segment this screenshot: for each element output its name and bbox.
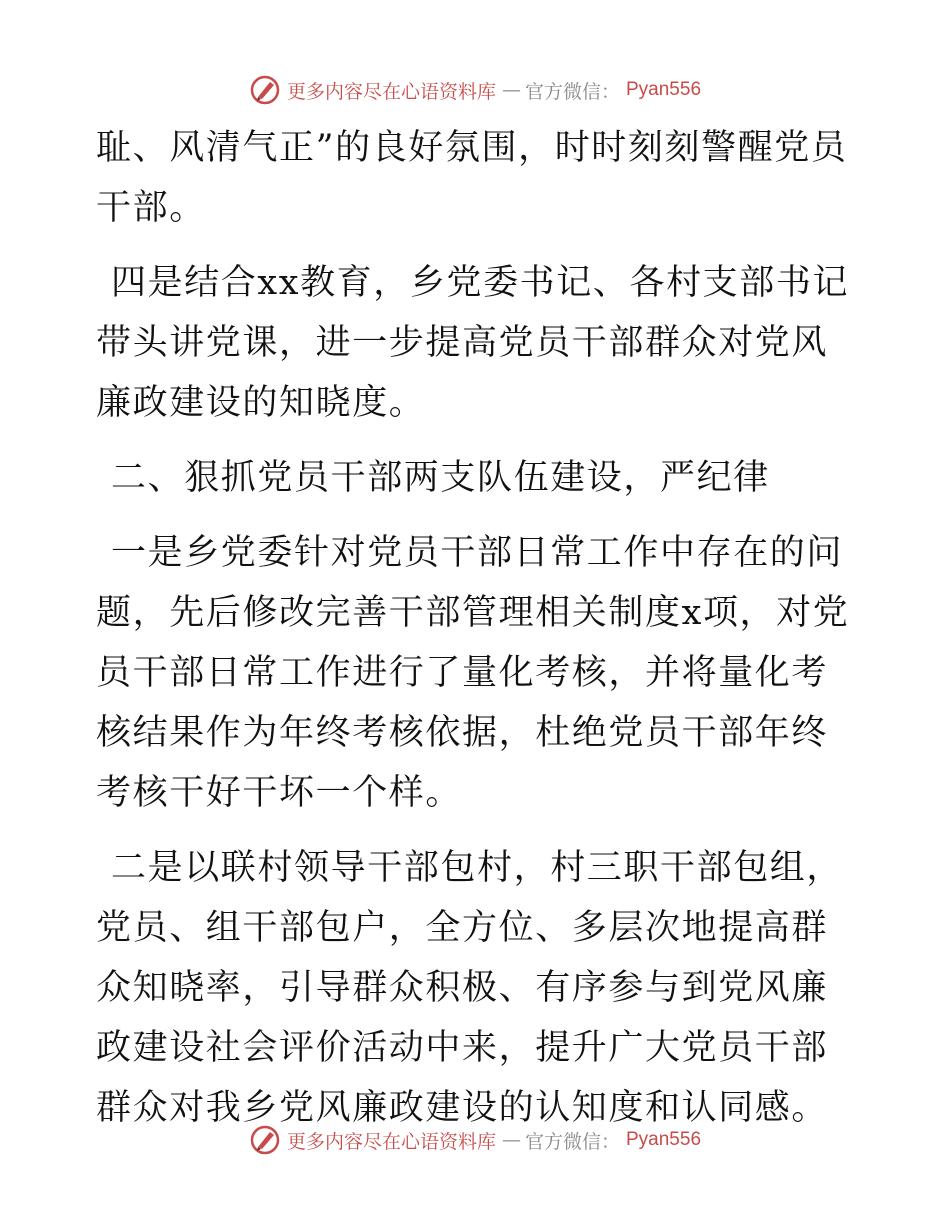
watermark-wechat-id: Pyan556 xyxy=(626,79,702,100)
paragraph-continuation: 耻、风清气正”的良好氛围，时时刻刻警醒党员干部。 xyxy=(96,128,848,228)
document-body xyxy=(96,118,856,1138)
watermark-wechat-id: Pyan556 xyxy=(626,1129,702,1150)
paragraph-item-two: 二是以联村领导干部包村，村三职干部包组，党员、组干部包户，全方位、多层次地提高群众知晓率，引导群众积极、有序参与到党风廉政建设社会评价活动中来，提升广大党员干部群众对我乡党风廉政建设的认知度和认同感。 xyxy=(96,848,844,1128)
watermark-separator: — xyxy=(501,79,519,101)
paragraph-item-four: 四是结合xx教育，乡党委书记、各村支部书记带头讲党课，进一步提高党员干部群众对党风廉政建设的知晓度。 xyxy=(96,263,850,423)
pen-logo-icon xyxy=(249,74,281,106)
pen-logo-icon xyxy=(249,1124,281,1156)
header-watermark xyxy=(0,74,950,106)
watermark-main-text: 更多内容尽在心语资料库 xyxy=(286,1130,496,1153)
watermark-main-text: 更多内容尽在心语资料库 xyxy=(286,80,496,103)
watermark-wechat-label: 官方微信： xyxy=(524,80,620,103)
watermark-wechat-label: 官方微信： xyxy=(524,1130,620,1153)
watermark-separator: — xyxy=(501,1129,519,1151)
paragraph-item-one: 一是乡党委针对党员干部日常工作中存在的问题，先后修改完善干部管理相关制度x项，对党员干部日常工作进行了量化考核，并将量化考核结果作为年终考核依据，杜绝党员干部年终考核干好干坏一个样。 xyxy=(96,533,850,813)
section-heading-two: 二、狠抓党员干部两支队伍建设，严纪律 xyxy=(111,458,770,498)
footer-watermark xyxy=(0,1124,950,1156)
